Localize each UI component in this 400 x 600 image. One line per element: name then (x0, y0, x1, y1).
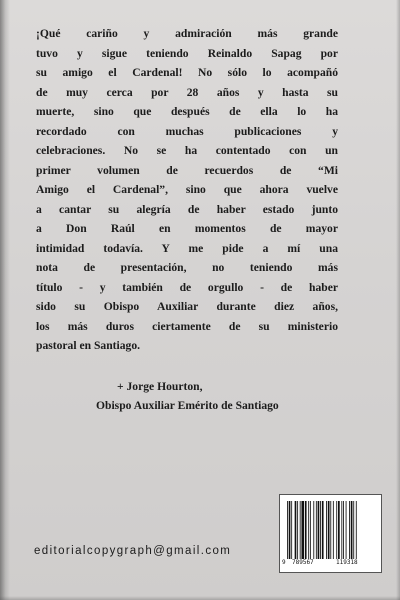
barcode-bar (330, 501, 331, 559)
barcode-bar (349, 501, 350, 559)
barcode-bar (338, 501, 340, 559)
paragraph-line: título - y también de orgullo - de haber (36, 280, 338, 294)
barcode-bar (343, 501, 344, 559)
paragraph-line: nota de presentación, no teniendo más (36, 261, 338, 274)
barcode-digit-group: 119318 (336, 559, 358, 566)
barcode-bar (322, 501, 324, 559)
barcode-digit-group: 789567 (292, 559, 314, 566)
paragraph-line: a Don Raúl en momentos de mayor (36, 222, 338, 235)
cover-edge-right (396, 0, 400, 600)
paragraph-line: celebraciones. No se ha contentado con un (36, 144, 338, 157)
barcode-bar (336, 501, 337, 559)
barcode-bar (316, 501, 317, 559)
paragraph-line: Amigo el Cardenal”, sino que ahora vuelve (36, 183, 338, 196)
barcode-bar (356, 501, 357, 559)
paragraph-line: recordado con muchas publicaciones y (36, 124, 338, 138)
paragraph-line: a cantar su alegría de haber estado junto (36, 202, 338, 216)
barcode-bar (346, 501, 347, 559)
barcode-bar (289, 501, 291, 559)
barcode-bar (313, 501, 314, 559)
barcode-bar (300, 501, 301, 559)
isbn-barcode (279, 494, 382, 573)
presentation-paragraph (36, 24, 338, 356)
barcode-bar (326, 501, 327, 559)
barcode-bar (328, 501, 330, 559)
paragraph-line: intimidad todavía. Y me pide a mí una (36, 241, 338, 255)
barcode-bar (320, 501, 321, 559)
barcode-digit-group: 9 (282, 559, 286, 566)
barcode-bars (286, 501, 377, 559)
signature-title: Obispo Auxiliar Emérito de Santiago (96, 399, 279, 412)
barcode-bar (310, 501, 311, 559)
barcode-bar (287, 501, 288, 559)
barcode-bar (308, 501, 309, 559)
barcode-bar (305, 501, 307, 559)
paragraph-line: muerte, sino que después de ella lo ha (36, 105, 338, 118)
barcode-bar (297, 501, 298, 559)
paragraph-line: los más duros ciertamente de su ministerio (36, 319, 338, 333)
barcode-bar (351, 501, 353, 559)
paragraph-line: primer volumen de recuerdos de “Mi (36, 163, 338, 177)
signature-name: + Jorge Hourton, (117, 380, 203, 393)
paragraph-line: pastoral en Santiago. (36, 339, 141, 352)
paragraph-line: de muy cerca por 28 años y hasta su (36, 85, 338, 99)
barcode-bar (295, 501, 297, 559)
paragraph-line: ¡Qué cariño y admiración más grande (36, 27, 338, 40)
cover-edge-bottom (0, 596, 400, 600)
barcode-bar (341, 501, 342, 559)
spine-shadow (0, 0, 10, 600)
paragraph-line: su amigo el Cardenal! No sólo lo acompañó (36, 66, 338, 79)
barcode-bar (318, 501, 320, 559)
paragraph-line: tuvo y sigue teniendo Reinaldo Sapag por (36, 46, 338, 60)
barcode-bar (291, 501, 292, 559)
publisher-email: editorialcopygraph@gmail.com (34, 545, 232, 557)
barcode-bar (301, 501, 304, 559)
paragraph-line: sido su Obispo Auxiliar durante diez años, (36, 300, 338, 313)
barcode-bar (353, 501, 354, 559)
barcode-bar (333, 501, 334, 559)
